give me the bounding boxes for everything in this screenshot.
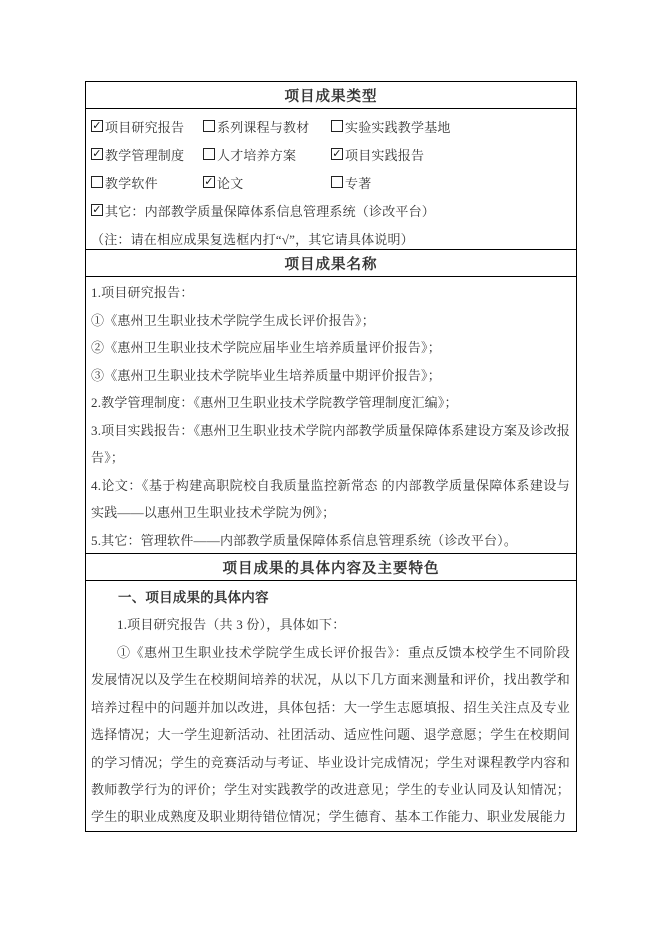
section-header-outcome-name: 项目成果名称 — [86, 249, 576, 277]
checkbox-label: 系列课程与教材 — [217, 119, 310, 135]
outcome-type-body — [86, 109, 576, 250]
checkbox-label: 教学管理制度 — [105, 147, 185, 163]
outcome-name-line: ②《惠州卫生职业技术学院应届毕业生培养质量评价报告》； — [91, 340, 441, 355]
paragraph: 1.项目研究报告（共 3 份），具体如下： — [117, 617, 346, 632]
checkbox-icon[interactable]: ✓ — [92, 147, 102, 160]
checkbox-talent-training-plan[interactable] — [203, 145, 331, 164]
checkbox-label: 专著 — [345, 175, 372, 191]
checkbox-icon[interactable] — [203, 120, 215, 132]
checkbox-icon[interactable]: ✓ — [92, 119, 102, 132]
checkbox-experiment-practice-base[interactable] — [331, 117, 571, 136]
note-text: （注：请在相应成果复选框内打“√”，其它请具体说明） — [91, 231, 414, 247]
checkbox-label: 人才培养方案 — [217, 147, 297, 163]
paragraph: ①《惠州卫生职业技术学院学生成长评价报告》：重点反馈本校学生不同阶段发展情况以及学生在校期间培养的状况，从以下几方面来测量和评价，找出教学和培养过程中的问题并加以改进，具体包括：大一学生志愿填报、招生关注点及专业选择情况；大一学生迎新活动、社团活动、适应性问题、退学意愿；学生在校期间的学习情况；学生的竞赛活动与考证、毕业设计完成情况；学生对课程教学内容和教师教学行为的评价；学生对实践教学的改进意见；学生的专业认同及认知情况；学生的职业成熟度及职业期待错位情况；学生德育、基本工作能力、职业发展能力 — [91, 645, 570, 825]
outcome-name-line: 1.项目研究报告： — [91, 285, 194, 300]
checkbox-course-series[interactable] — [203, 117, 331, 136]
outcome-name-line: ①《惠州卫生职业技术学院学生成长评价报告》； — [91, 312, 375, 328]
checkbox-icon[interactable]: ✓ — [204, 175, 214, 188]
checkbox-icon[interactable] — [331, 120, 343, 132]
checkbox-label: 其它：内部教学质量保障体系信息管理系统（诊改平台） — [105, 203, 436, 219]
outcome-name-line: ③《惠州卫生职业技术学院毕业生培养质量中期评价报告》； — [91, 367, 441, 383]
checkbox-project-research-report[interactable] — [91, 117, 203, 136]
checkbox-row — [91, 168, 571, 196]
checkbox-icon[interactable] — [331, 176, 343, 188]
outcome-name-line: 2.教学管理制度：《惠州卫生职业技术学院教学管理制度汇编》； — [91, 395, 458, 410]
subsection-heading: 一、项目成果的具体内容 — [118, 590, 269, 605]
checkbox-row — [91, 112, 571, 140]
outcome-name-line: 5.其它：管理软件——内部教学质量保障体系信息管理系统（诊改平台）。 — [91, 532, 518, 548]
outcome-name-line: 4.论文：《基于构建高职院校自我质量监控新常态 的内部教学质量保障体系建设与实践——以惠州卫生职业技术学院为例》； — [91, 477, 570, 520]
checkbox-label: 论文 — [217, 175, 244, 191]
checkbox-thesis[interactable] — [203, 173, 331, 192]
checkbox-project-practice-report[interactable] — [331, 145, 571, 164]
checkbox-label: 实验实践教学基地 — [345, 119, 451, 135]
section-header-outcome-type: 项目成果类型 — [86, 82, 576, 109]
checkbox-row-other — [91, 196, 571, 224]
checkbox-icon[interactable] — [203, 148, 215, 160]
checkbox-teaching-software[interactable] — [91, 173, 203, 192]
section-header-outcome-details: 项目成果的具体内容及主要特色 — [86, 553, 576, 581]
outcome-name-body — [86, 277, 576, 554]
checkbox-icon[interactable] — [91, 176, 103, 188]
checkbox-row — [91, 140, 571, 168]
checkbox-teaching-management-system[interactable] — [91, 145, 203, 164]
checkbox-icon[interactable]: ✓ — [332, 147, 342, 160]
outcome-details-body — [86, 581, 576, 827]
checkbox-label: 项目研究报告 — [105, 119, 185, 135]
checkbox-label: 项目实践报告 — [345, 147, 425, 163]
project-outcome-table — [85, 81, 577, 832]
checkbox-label: 教学软件 — [105, 175, 158, 191]
checkbox-other[interactable] — [91, 201, 435, 220]
checkbox-icon[interactable]: ✓ — [92, 203, 102, 216]
outcome-name-line: 3.项目实践报告：《惠州卫生职业技术学院内部教学质量保障体系建设方案及诊改报告》； — [91, 422, 570, 465]
checkbox-monograph[interactable] — [331, 173, 571, 192]
